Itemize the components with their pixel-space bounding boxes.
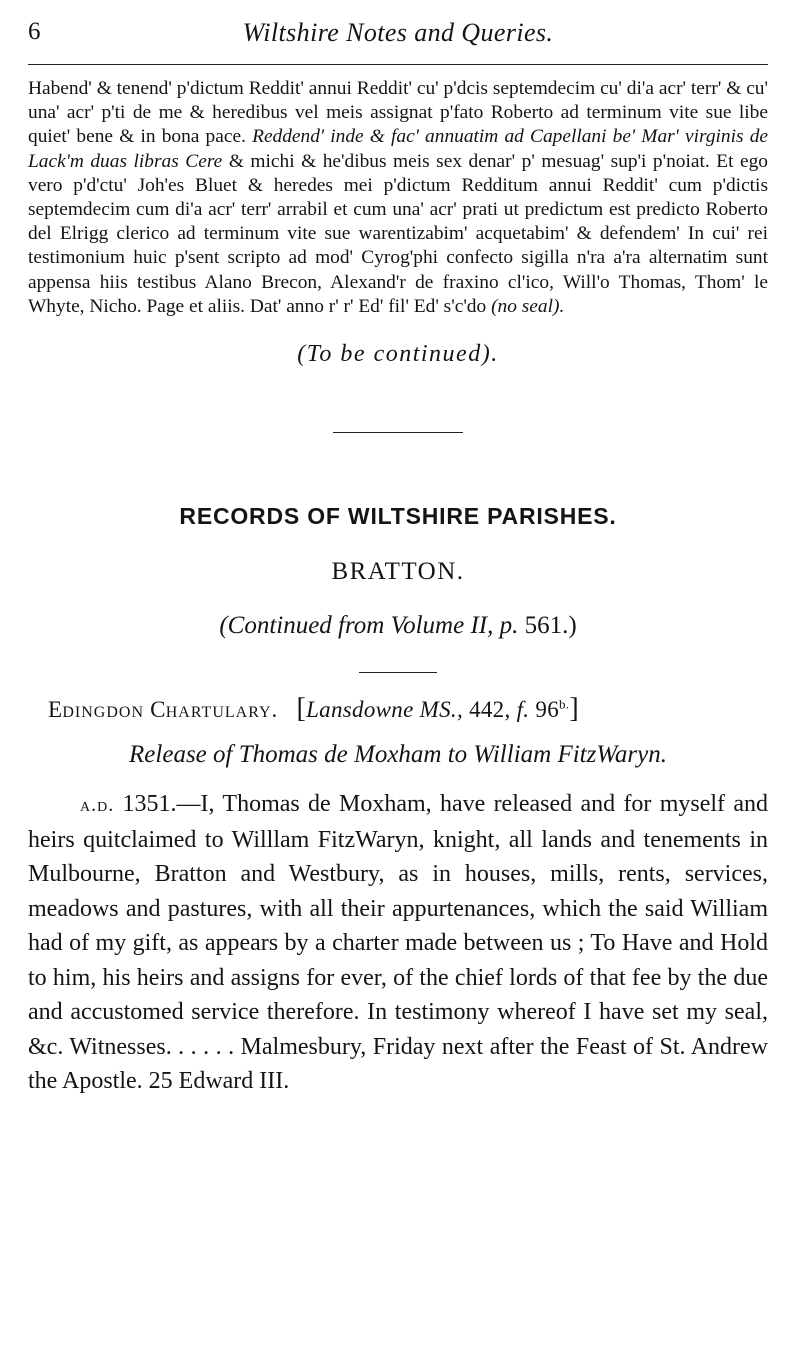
continued-from-note (28, 612, 768, 640)
date-label: a.d. (80, 794, 115, 817)
page-number: 6 (28, 18, 41, 45)
latin-italic-phrase: Reddend' inde & fac' annuatim ad Capellani be' Mar' virginis de Lack'm duas libras Cere (28, 126, 768, 172)
release-paragraph (28, 787, 768, 1099)
source-manuscript: Lansdowne MS., (306, 697, 463, 723)
section-heading: RECORDS OF WILTSHIRE PARISHES. (179, 503, 617, 530)
source-edingdon-initial: E (48, 697, 63, 723)
source-edingdon-rest: dingdon (62, 697, 145, 723)
parish-title: BRATTON. (331, 558, 465, 586)
running-title: Wiltshire Notes and Queries. (242, 18, 554, 47)
source-reference (28, 693, 768, 725)
source-folio-label: f. (516, 697, 530, 723)
latin-deed-paragraph (28, 77, 768, 319)
source-open-bracket: [ (296, 693, 307, 725)
release-text: 1351.—I, Thomas de Moxham, have released and for myself and heirs quitclaimed to Willlam FitzWaryn, knight, all lands and tenements in Mulbourne, Bratton and Westbury, as in houses, mills, rents, services, meadows and pastures, with all their appurtenances, which the said William had of my gift, as appears by a charter made between us ; To Have and Hold to him, his heirs and assigns for ever, of the chief lords of that fee by the due and accustomed service therefore. In testimony whereof I have set my seal, &c. Witnesses. . . . . . Malmesbury, Friday next after the Feast of St. Andrew the Apostle. 25 Edward III. (28, 791, 769, 1095)
continued-from-page: 561.) (524, 612, 577, 640)
source-chartulary-initial: C (150, 697, 166, 723)
latin-text-part-1: Habend' & tenend' p'dictum Reddit' annui Reddit' cu' p'dcis septemdecim cu' di'a acr' terr' & cu' una' acr' p'ti de me & heredibus vel meis assignat p'fato Roberto ad terminum vite sue libe quiet' bene & in bona pace. (28, 78, 768, 148)
source-folio-superscript: b. (559, 696, 570, 712)
document-title: Release of Thomas de Moxham to William FitzWaryn. (129, 741, 667, 769)
source-close-bracket: ] (569, 693, 579, 725)
book-page (28, 14, 768, 1123)
page-header (28, 14, 768, 52)
latin-text-part-2: & michi & he'dibus meis sex denar' p' mesuag' sup'i p'noiat. Et ego vero p'd'ctu' Joh'es Bluet & heredes mei p'dictum Redditum annui Reddit' cum p'dictis septemdecim cum di'a acr' terr' arrabil et cum una' acr' prati ut predictum est predicto Roberto del Elrigg clerico ad terminum vite sue warentizabim' acquetabim' & defendem' In cui' rei testimonium huic p'sent scripto ad mod' Cyrog'phi confecto sigilla n'ra a'ra alternatim sunt appensa hiis testibus Alano Brecon, Alexand'r de fraxino cl'ico, Will'o Thomas, Thom' le Whyte, Nicho. Page et aliis. Dat' anno r' r' Ed' fil' Ed' s'c'do (28, 150, 769, 317)
source-folio-number: 96 (535, 697, 559, 723)
to-be-continued-note: (To be continued). (297, 341, 499, 368)
no-seal-note: (no seal). (491, 295, 565, 317)
continued-from-italic: (Continued from Volume II, p. (219, 612, 519, 640)
header-rule (28, 64, 768, 65)
short-divider (359, 672, 437, 673)
section-divider (333, 432, 463, 433)
source-chartulary-rest: hartulary. (165, 697, 279, 723)
source-manuscript-number: 442, (469, 697, 511, 723)
